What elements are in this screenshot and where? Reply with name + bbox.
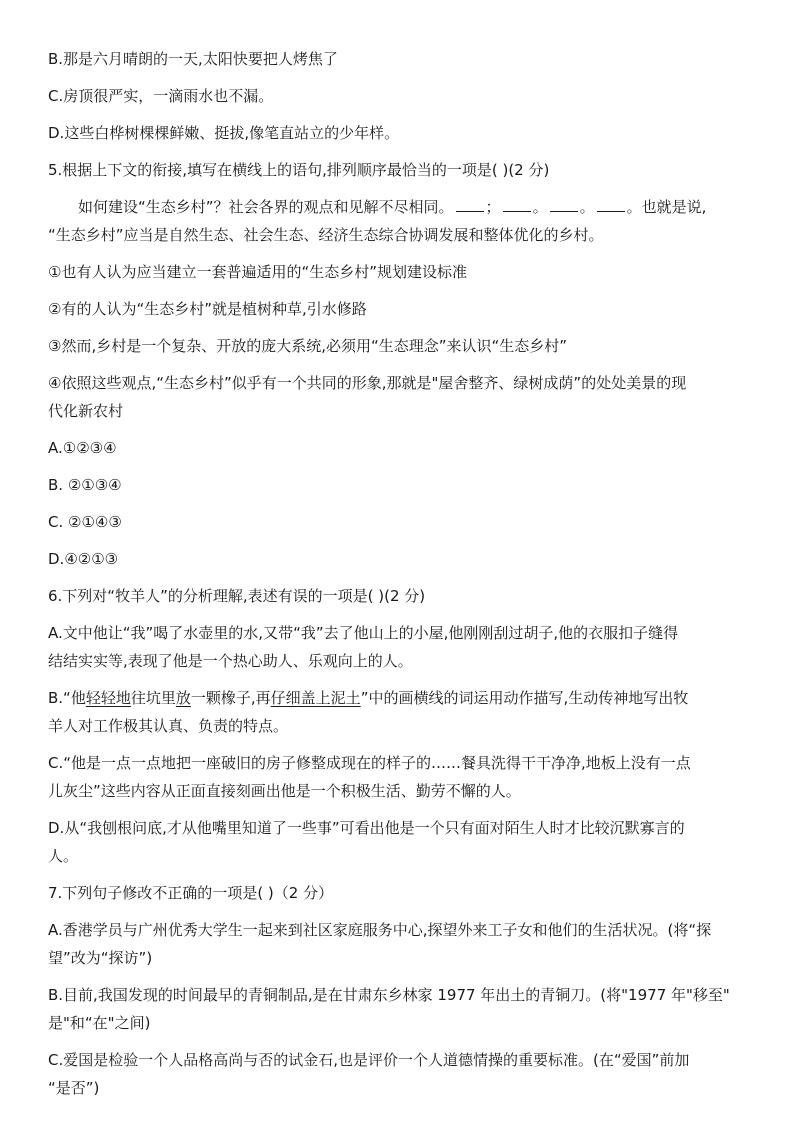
q5-passage-line2: “生态乡村”应当是自然生态、社会生态、经济生态综合协调发展和整体优化的乡村。 bbox=[48, 226, 604, 244]
q5-sentence-3: ③然而,乡村是一个复杂、开放的庞大系统,必须用“生态理念”来认识“生态乡村” bbox=[48, 337, 568, 355]
exam-page bbox=[48, 48, 748, 1114]
q6-b-underlined-2: 放 bbox=[175, 689, 191, 707]
q5-passage-line1 bbox=[48, 196, 748, 218]
q7-option-c-line1: C.爱国是检验一个人品格高尚与否的试金石,也是评价一个人道德情操的重要标准。(在“爱国”前加 bbox=[48, 1051, 690, 1069]
q6-b-mid-2: 一颗橡子,再 bbox=[190, 689, 271, 707]
q4-option-b: B.那是六月晴朗的一天,太阳快要把人烤焦了 bbox=[48, 50, 338, 68]
q6-stem: 6.下列对“牧羊人”的分析理解,表述有误的一项是( )(2 分) bbox=[48, 587, 426, 605]
q7-option-a-line2: 望”改为“探访”) bbox=[48, 949, 153, 967]
q5-stem: 5.根据上下文的衔接,填写在横线上的语句,排列顺序最恰当的一项是( )(2 分) bbox=[48, 161, 550, 179]
q7-stem: 7.下列句子修改不正确的一项是( )（2 分） bbox=[48, 884, 334, 902]
q6-b-underlined-1: 轻轻地 bbox=[85, 689, 131, 707]
q5-sentence-4-line2: 代化新农村 bbox=[48, 402, 124, 420]
q5-option-a: A.①②③④ bbox=[48, 439, 117, 457]
q6-option-d-line1: D.从“我刨根问底,才从他嘴里知道了一些事”可看出他是一个只有面对陌生人时才比较沉默寡言的 bbox=[48, 819, 685, 837]
q6-option-a-line2: 结结实实等,表现了他是一个热心助人、乐观向上的人。 bbox=[48, 652, 413, 670]
q6-option-c-line1: C.“他是一点一点地把一座破旧的房子修整成现在的样子的……餐具洗得干干净净,地板上没有一点 bbox=[48, 754, 691, 772]
q5-blank-3 bbox=[550, 197, 578, 212]
q6-option-a-line1: A.文中他让“我”喝了水壶里的水,又带“我”去了他山上的小屋,他刚刚刮过胡子,他的衣服扣子缝得 bbox=[48, 624, 679, 642]
q5-sentence-1: ①也有人认为应当建立一套普遍适用的“生态乡村”规划建设标准 bbox=[48, 263, 467, 281]
q7-option-b-line2: 是"和“在"之间) bbox=[48, 1014, 151, 1032]
q5-blank-4 bbox=[597, 197, 625, 212]
q5-sep-3: 。 bbox=[579, 198, 595, 216]
q5-blank-2 bbox=[503, 197, 531, 212]
q4-option-c: C.房顶很严实，一滴雨水也不漏。 bbox=[48, 87, 274, 105]
q7-option-b-line1: B.目前,我国发现的时间最早的青铜制品,是在甘肃东乡林家 1977 年出土的青铜刀。(将"1977 年"移至" bbox=[48, 986, 730, 1004]
q5-sep-2: 。 bbox=[532, 198, 548, 216]
q5-sep-4: 。也就是说, bbox=[626, 198, 707, 216]
q5-option-c: C. ②①④③ bbox=[48, 513, 122, 531]
q6-b-underlined-3: 仔细盖上泥土 bbox=[270, 689, 361, 707]
q6-b-suffix: ”中的画横线的词运用动作描写,生动传神地写出牧 bbox=[360, 689, 689, 707]
q6-b-mid-1: 往坑里 bbox=[130, 689, 176, 707]
q6-option-c-line2: 儿灰尘”这些内容从正面直接刻画出他是一个积极生活、勤劳不懈的人。 bbox=[48, 782, 521, 800]
q6-b-prefix: B.“他 bbox=[48, 689, 86, 707]
q5-option-d: D.④②①③ bbox=[48, 550, 119, 568]
q7-option-c-line2: “是否”) bbox=[48, 1079, 100, 1097]
q6-option-b-line2: 羊人对工作极其认真、负责的特点。 bbox=[48, 717, 289, 735]
q6-option-b-line1 bbox=[48, 687, 748, 709]
q7-option-a-line1: A.香港学员与广州优秀大学生一起来到社区家庭服务中心,探望外来工子女和他们的生活状况。(将“探 bbox=[48, 921, 712, 939]
q5-sep-1: ； bbox=[485, 198, 501, 216]
q5-sentence-4-line1: ④依照这些观点,“生态乡村”似乎有一个共同的形象,那就是"屋舍整齐、绿树成荫”的处处美景的现 bbox=[48, 374, 687, 392]
q6-option-d-line2: 人。 bbox=[48, 847, 79, 865]
q5-passage-lead: 如何建设“生态乡村”？社会各界的观点和见解不尽相同。 bbox=[78, 198, 454, 216]
q5-option-b: B. ②①③④ bbox=[48, 476, 122, 494]
q5-blank-1 bbox=[456, 197, 484, 212]
q5-sentence-2: ②有的人认为“生态乡村”就是植树种草,引水修路 bbox=[48, 300, 367, 318]
q4-option-d: D.这些白桦树棵棵鲜嫩、挺拔,像笔直站立的少年样。 bbox=[48, 124, 400, 142]
